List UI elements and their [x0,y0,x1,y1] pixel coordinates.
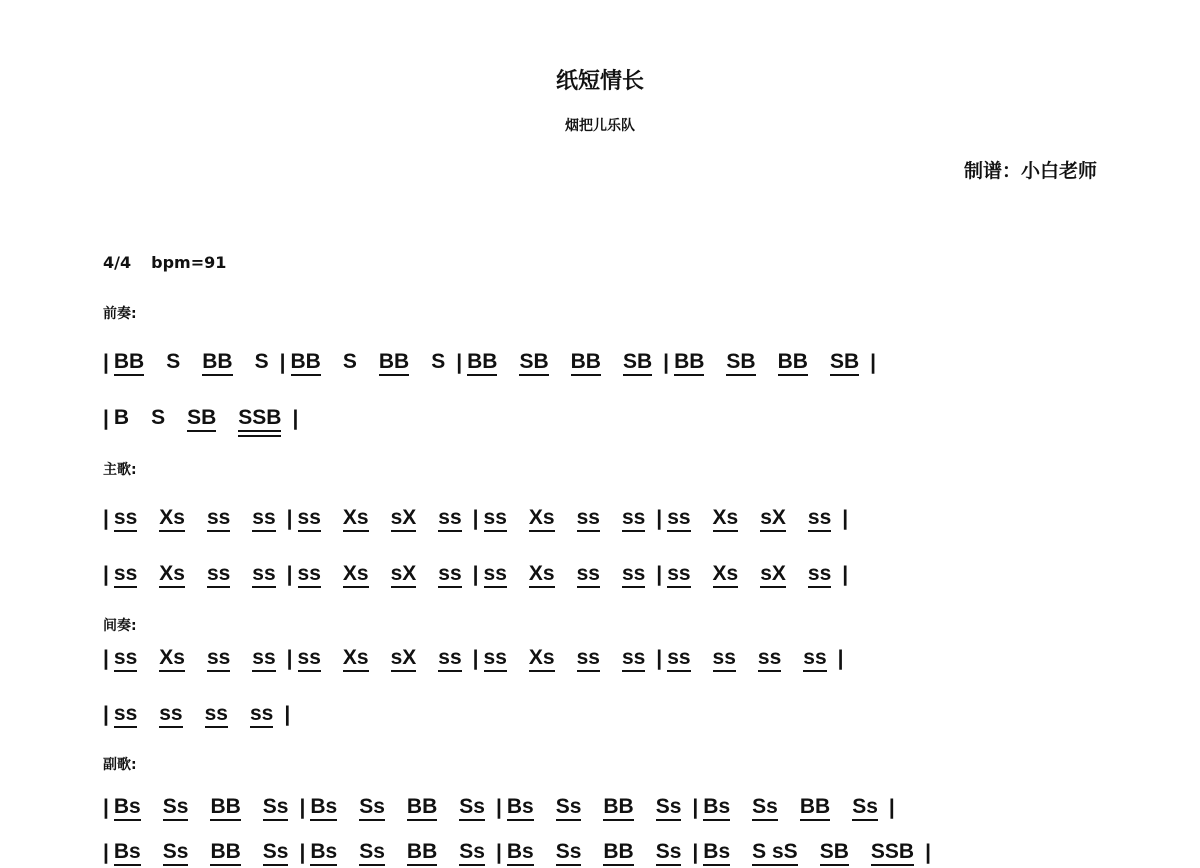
rhythm-line [103,504,853,534]
rhythm-note: Ss [459,841,485,866]
barline: | [656,647,663,670]
rhythm-note: Bs [310,841,337,866]
measure [114,703,279,728]
rhythm-note: SSB [238,407,281,432]
rhythm-note: Bs [310,796,337,821]
rhythm-note: Bs [114,841,141,866]
measure [114,841,295,866]
barline: | [663,351,670,374]
barline: | [103,351,109,374]
measure [291,351,452,376]
measure [114,563,282,588]
rhythm-note: ss [114,703,137,728]
rhythm-note: ss [252,507,275,532]
rhythm-note: SB [830,351,859,376]
measure [310,796,491,821]
barline: | [472,563,479,586]
barline: | [286,563,293,586]
rhythm-note: Xs [159,563,185,588]
barline: | [286,647,293,670]
rhythm-note: ss [252,647,275,672]
barline: | [925,841,931,864]
rhythm-note: ss [252,563,275,588]
barline: | [279,351,286,374]
rhythm-note: BB [800,796,830,821]
barline: | [692,841,699,864]
rhythm-note: Xs [159,647,185,672]
rhythm-note: S sS [752,841,798,866]
rhythm-note: Bs [507,841,534,866]
rhythm-note: ss [205,703,228,728]
rhythm-note: ss [207,507,230,532]
barline: | [286,507,293,530]
rhythm-note: ss [484,507,507,532]
rhythm-note: B [113,405,130,429]
measure [114,796,295,821]
rhythm-note: ss [667,647,690,672]
measure [114,351,275,376]
rhythm-note: sX [760,507,786,532]
arranger-credit: 制谱：小白老师 [963,160,1097,182]
tempo-meta [103,253,226,272]
rhythm-note: ss [114,563,137,588]
rhythm-note: BB [778,351,808,376]
barline: | [103,407,109,430]
barline: | [103,647,109,670]
measure [467,351,658,376]
section-label: 副歌: [103,757,137,773]
rhythm-note: ss [622,563,645,588]
rhythm-note: ss [713,647,736,672]
time-signature: 4/4 [103,253,132,272]
rhythm-note: Ss [459,796,485,821]
rhythm-note: Bs [114,796,141,821]
rhythm-note: Xs [529,563,555,588]
rhythm-note: BB [210,841,240,866]
rhythm-note: ss [758,647,781,672]
rhythm-note: Xs [713,507,739,532]
rhythm-note: BB [571,351,601,376]
rhythm-note: Xs [343,507,369,532]
rhythm-note: ss [484,647,507,672]
rhythm-note: Ss [752,796,778,821]
rhythm-note: Ss [163,796,189,821]
barline: | [299,841,306,864]
rhythm-note: SB [820,841,849,866]
rhythm-note: SB [726,351,755,376]
rhythm-note: ss [438,507,461,532]
rhythm-line [103,700,295,730]
rhythm-note: BB [291,351,321,376]
rhythm-note: ss [438,563,461,588]
rhythm-note: Xs [529,507,555,532]
measure [484,647,652,672]
measure [298,563,468,588]
rhythm-note: S [431,349,446,373]
rhythm-note: Ss [556,841,582,866]
rhythm-note: Ss [263,841,289,866]
rhythm-line [103,560,853,590]
rhythm-note: Bs [703,841,730,866]
rhythm-note: ss [207,647,230,672]
rhythm-note: Xs [713,563,739,588]
rhythm-note: ss [159,703,182,728]
barline: | [299,796,306,819]
measure [667,507,837,532]
rhythm-note: SB [623,351,652,376]
rhythm-note: ss [298,647,321,672]
section-label: 间奏: [103,618,137,634]
sheet-subtitle: 烟把儿乐队 [565,118,635,134]
barline: | [103,841,109,864]
rhythm-note: ss [114,647,137,672]
rhythm-note: ss [808,563,831,588]
rhythm-note: S [342,349,357,373]
barline: | [870,351,877,374]
rhythm-line [103,644,849,674]
rhythm-note: BB [202,351,232,376]
measure [114,507,282,532]
barline: | [495,796,502,819]
rhythm-note: ss [114,507,137,532]
measure [484,563,652,588]
measure [298,647,468,672]
rhythm-note: sX [760,563,786,588]
barline: | [103,703,109,726]
rhythm-note: S [166,349,181,373]
rhythm-note: ss [207,563,230,588]
section-label: 前奏: [103,306,137,322]
measure [114,407,288,432]
barline: | [284,703,291,726]
rhythm-note: ss [438,647,461,672]
rhythm-note: SB [187,407,216,432]
rhythm-note: ss [298,507,321,532]
rhythm-note: BB [603,796,633,821]
barline: | [292,407,299,430]
measure [703,796,884,821]
rhythm-note: SSB [871,841,914,866]
rhythm-note: BB [407,796,437,821]
rhythm-note: ss [577,647,600,672]
measure [674,351,865,376]
rhythm-note: ss [803,647,826,672]
rhythm-note: ss [667,563,690,588]
rhythm-note: BB [674,351,704,376]
measure [507,841,688,866]
rhythm-line [103,793,900,823]
rhythm-note: ss [577,563,600,588]
rhythm-note: BB [379,351,409,376]
rhythm-note: Xs [343,563,369,588]
rhythm-note: Ss [163,841,189,866]
rhythm-note: Ss [556,796,582,821]
rhythm-note: BB [603,841,633,866]
rhythm-note: BB [114,351,144,376]
rhythm-note: sX [391,563,417,588]
rhythm-note: ss [622,647,645,672]
rhythm-note: ss [577,507,600,532]
rhythm-note: BB [407,841,437,866]
rhythm-note: Ss [852,796,878,821]
barline: | [656,507,663,530]
rhythm-note: ss [484,563,507,588]
rhythm-note: Ss [656,796,682,821]
rhythm-line [103,838,936,868]
rhythm-line [103,404,303,434]
rhythm-note: Bs [507,796,534,821]
barline: | [692,796,699,819]
rhythm-note: sX [391,507,417,532]
rhythm-note: Ss [656,841,682,866]
rhythm-note: Ss [359,841,385,866]
rhythm-note: ss [298,563,321,588]
barline: | [103,563,109,586]
measure [703,841,920,866]
rhythm-note: sX [391,647,417,672]
measure [114,647,282,672]
rhythm-note: Ss [263,796,289,821]
barline: | [103,796,109,819]
rhythm-note: Bs [703,796,730,821]
measure [507,796,688,821]
rhythm-note: S [151,405,166,429]
barline: | [103,507,109,530]
rhythm-note: ss [667,507,690,532]
rhythm-note: Xs [529,647,555,672]
measure [310,841,491,866]
rhythm-note: ss [250,703,273,728]
rhythm-note: BB [467,351,497,376]
rhythm-note: Xs [159,507,185,532]
rhythm-line [103,348,881,378]
barline: | [842,507,849,530]
measure [667,647,832,672]
barline: | [456,351,463,374]
rhythm-note: ss [622,507,645,532]
barline: | [472,647,479,670]
barline: | [888,796,895,819]
barline: | [472,507,479,530]
barline: | [837,647,844,670]
rhythm-note: S [254,349,269,373]
rhythm-note: Ss [359,796,385,821]
rhythm-note: ss [808,507,831,532]
sheet-title: 纸短情长 [555,69,644,94]
barline: | [842,563,849,586]
rhythm-note: Xs [343,647,369,672]
barline: | [656,563,663,586]
measure [667,563,837,588]
rhythm-note: SB [519,351,548,376]
bpm-value: bpm=91 [151,253,227,272]
rhythm-note: BB [210,796,240,821]
barline: | [495,841,502,864]
section-label: 主歌: [103,462,137,478]
measure [298,507,468,532]
measure [484,507,652,532]
